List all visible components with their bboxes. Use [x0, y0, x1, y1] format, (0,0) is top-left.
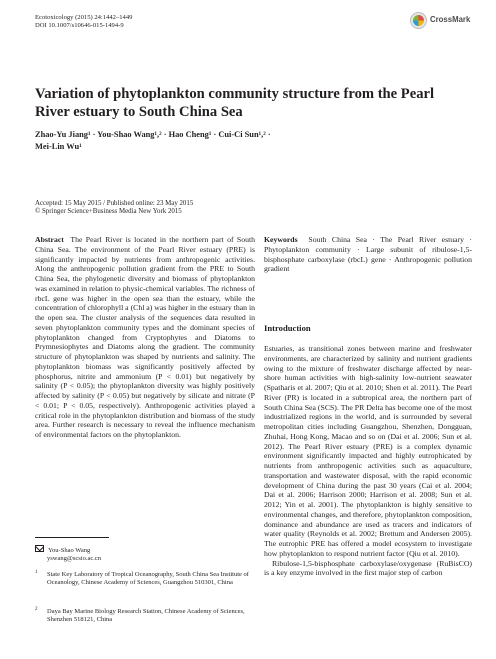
introduction-paragraph-1: Estuaries, as transitional zones between marine and freshwater environments, are characterized by salinity and nutrient gradients owing to the mixture of freshwater discharge affected by near-shore human activities with high-salinity low-nutrient seawater (Spatharis et al. 2007; Qiu et al. 2010; Shen et al. 2011). The Pearl River (PR) is located in a subtropical area, the northern part of South China Sea (SCS). The PR Delta has become one of the most industrialized regions in the world, and is surrounded by several metropolitan cities including Guangzhou, Shenzhen, Dongguan, Zhuhai, Hong Kong, Macao and so on (Dai et al. 2006; Sun et al. 2012). The Pearl River estuary (PRE) is a complex dynamic environment significantly impacted and highly eutrophicated by nutrients from anthropogenic activities such as aquaculture, transportation and wastewater disposal, with the rapid economic development of China during the past 30 years (Cai et al. 2004; Dai et al. 2006; Harrison 2000; Harrison et al. 2008; Sun et al. 2012; Yin et al. 2001). The phytoplankton is highly sensitive to environmental changes, and therefore, phytoplankton composition, dominance and abundance are used as tracers and indicators of water quality (Reynolds et al. 2002; Brettum and Andersen 2005). The eutrophic PRE has offered a model ecosystem to investigate how phytoplankton to respond nutrient factor (Qiu et al. 2010). — [264, 344, 472, 558]
authors-line-2: Mei-Lin Wu¹ — [35, 141, 82, 151]
keywords-label: Keywords — [264, 235, 298, 244]
affiliation-number: 2 — [35, 607, 38, 612]
accepted-published-dates: Accepted: 15 May 2015 / Published online: 23 May 2015 — [35, 200, 194, 207]
introduction-heading: Introduction — [264, 323, 311, 333]
introduction-body — [264, 344, 472, 578]
authors-line-1: Zhao-Yu Jiang¹ · You-Shao Wang¹,² · Hao Cheng¹ · Cui-Ci Sun¹,² · — [35, 130, 271, 139]
author-list — [35, 129, 395, 152]
affiliation-number: 1 — [35, 570, 38, 575]
abstract-text: The Pearl River is located in the northern part of South China Sea. The environment of the Pearl River estuary (PRE) is significantly impacted by nutrients from anthropogenic activities. Along the anthropogenic pollution gradient from the PRE to South China Sea, the phylogenetic diversity and biomass of phytoplankton was examined in relation to physic-chemical variables. The richness of rbcL gene was higher in the open sea than the estuary, while the concentration of chlorophyll a (Chl a) was higher in the estuary than in the open sea. The cluster analysis of the sequences data resulted in seven phytoplankton community types and the dominant species of phytoplankton changed from Cryptophytes and Diatoms to Prymnesiophytes and Diatoms along the gradient. The community structure of phytoplankton was shaped by nutrients and salinity. The phytoplankton biomass was significantly positively affected by phosphorus, nitrite and ammonium (P < 0.01) but negatively by salinity (P < 0.05); the phytoplankton diversity was highly positively affected by salinity (P < 0.05) but negatively by silicate and nitrate (P < 0.01; P < 0.05, respectively). Anthropogenic activities played a critical role in the phytoplankton distribution and biomass of the study area. Further research is necessary to reveal the influence mechanism of environmental factors on the phytoplankton. — [35, 235, 255, 439]
affiliation-text: State Key Laboratory of Tropical Oceanography, South China Sea Institute of Oceanology, Chinese Academy of Sciences, Guangzhou 510301, China — [47, 571, 249, 587]
mail-icon — [35, 545, 44, 552]
abstract-label: Abstract — [35, 235, 64, 244]
affiliation-text: Daya Bay Marine Biology Research Station, Chinese Academy of Sciences, Shenzhen 518121, China — [47, 608, 245, 624]
keywords — [264, 235, 472, 274]
publication-dates — [35, 200, 193, 216]
journal-header — [35, 14, 132, 30]
introduction-paragraph-2: Ribulose-1,5-bisphosphate carboxylase/oxygenase (RuBisCO) is a key enzyme involved in the first major step of carbon — [264, 558, 472, 578]
crossmark-icon — [410, 12, 427, 29]
keywords-text: South China Sea · The Pearl River estuary · Phytoplankton community · Large subunit of ribulose-1,5-bisphosphate carboxylase (rbcL) gene · Anthropogenic pollution gradient — [264, 235, 473, 274]
contact-email[interactable]: yswang@scsio.ac.cn — [47, 555, 101, 563]
title-line-2: River estuary to South China Sea — [35, 103, 243, 120]
footnote-divider — [35, 537, 109, 538]
corresponding-author — [35, 545, 101, 563]
copyright-line: © Springer Science+Business Media New York 2015 — [35, 208, 182, 216]
article-title — [35, 86, 455, 121]
crossmark-badge[interactable] — [410, 12, 471, 30]
affiliation-1 — [35, 571, 253, 587]
journal-citation: Ecotoxicology (2015) 24:1442–1449 — [35, 14, 133, 21]
crossmark-label: CrossMark — [430, 15, 471, 24]
contact-name: You-Shao Wang — [48, 547, 91, 554]
doi[interactable]: DOI 10.1007/s10646-015-1494-9 — [35, 22, 124, 30]
abstract — [35, 235, 255, 440]
affiliation-2 — [35, 608, 253, 624]
title-line-1: Variation of phytoplankton community structure from the Pearl — [35, 86, 435, 102]
